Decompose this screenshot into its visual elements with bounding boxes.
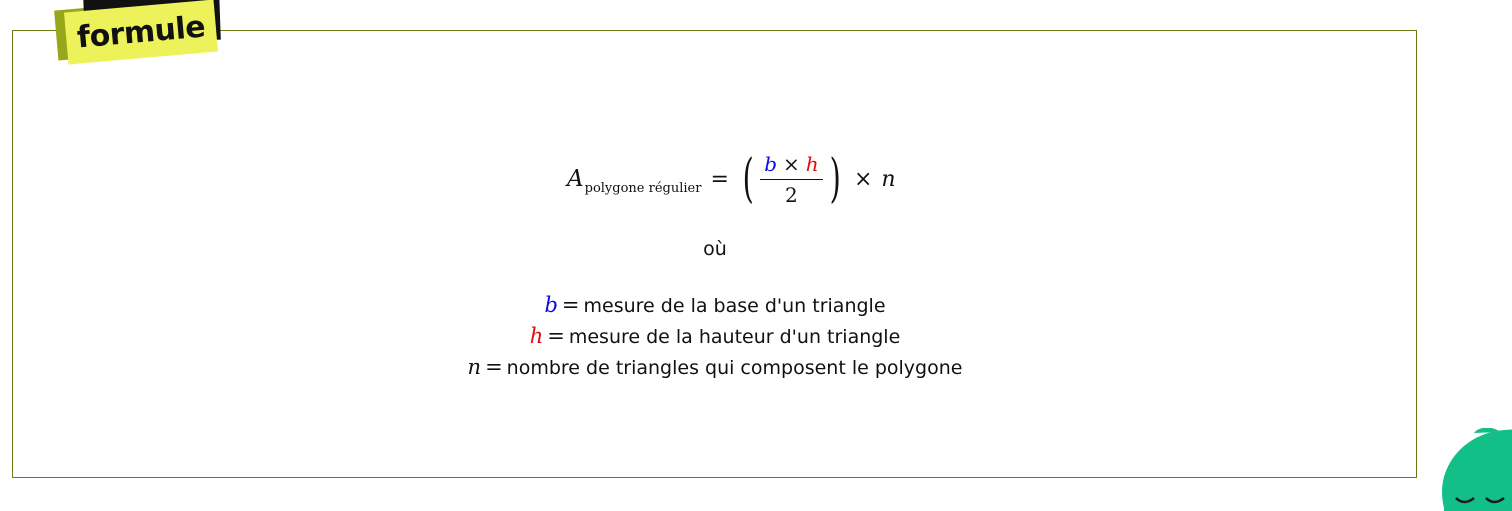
definition-var: h: [529, 324, 544, 348]
lhs-variable: A: [567, 166, 584, 192]
definition-text: mesure de la base d'un triangle: [583, 295, 886, 317]
tag-label: formule: [75, 8, 207, 56]
connector-text: où: [703, 238, 727, 260]
definition-eq: =: [547, 324, 565, 348]
definition-text: mesure de la hauteur d'un triangle: [568, 326, 901, 348]
area-equation: [567, 146, 896, 212]
open-paren: (: [742, 149, 754, 209]
numerator-h: h: [805, 151, 819, 176]
definition-h: [0, 321, 1430, 352]
numerator-b: b: [764, 151, 777, 176]
close-paren: ): [829, 149, 841, 209]
rhs-n: n: [881, 166, 896, 192]
times-sign: ×: [853, 166, 873, 192]
definition-var: b: [544, 293, 558, 317]
lhs-subscript: polygone régulier: [584, 180, 702, 196]
fraction-numerator: [760, 153, 822, 180]
definition-n: [0, 352, 1430, 383]
definitions-list: [0, 290, 1430, 383]
fraction: [760, 153, 822, 206]
equals-sign: =: [710, 166, 729, 192]
definition-text: nombre de triangles qui composent le polygone: [506, 357, 963, 379]
numerator-times: ×: [783, 151, 800, 176]
fraction-denominator: 2: [785, 182, 798, 207]
definition-var: n: [467, 355, 482, 379]
definition-eq: =: [485, 355, 503, 379]
definition-b: [0, 290, 1430, 321]
definition-eq: =: [561, 293, 580, 317]
mascot-icon[interactable]: [1434, 428, 1512, 511]
